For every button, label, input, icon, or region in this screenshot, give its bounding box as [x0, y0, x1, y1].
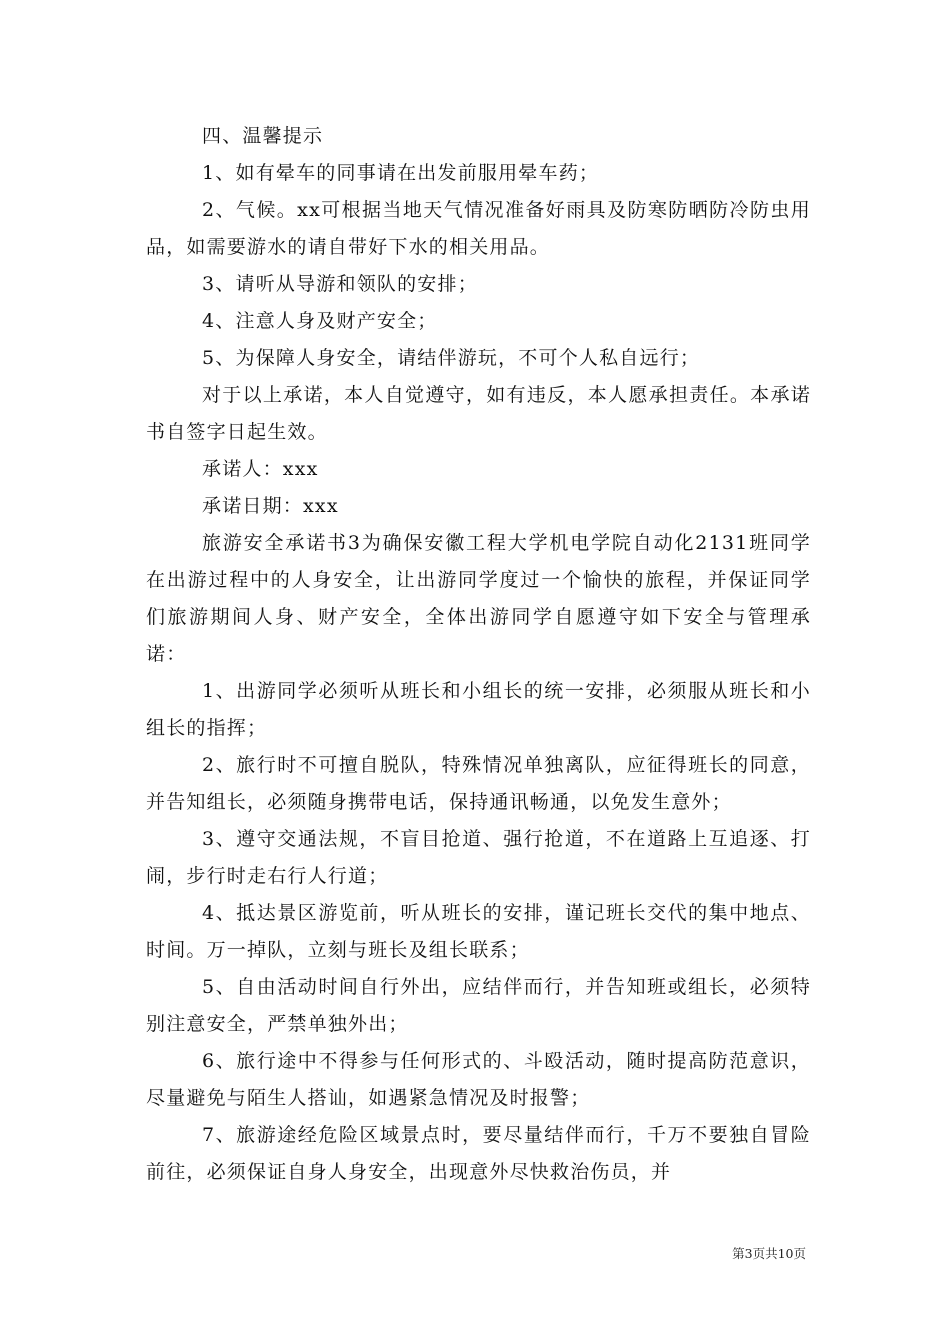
section-heading-tips: 四、温馨提示 [202, 125, 324, 147]
page-number: 第3页共10页 [732, 1246, 806, 1261]
paragraph-tip-3: 3、请听从导游和领队的安排； [202, 273, 478, 295]
document-body [146, 118, 811, 1191]
paragraph-tip-1: 1、如有晕车的同事请在出发前服用晕车药； [202, 162, 600, 184]
paragraph-intro-3: 旅游安全承诺书3为确保安徽工程大学机电学院自动化2131班同学在出游过程中的人身安全，让出游同学度过一个愉快的旅程，并保证同学们旅游期间人身、财产安全，全体出游同学自愿遵守如下安全与管理承诺： [146, 532, 811, 665]
paragraph-rule-3: 3、遵守交通法规，不盲目抢道、强行抢道，不在道路上互追逐、打闹，步行时走右行人行道； [146, 828, 811, 887]
paragraph-tip-2: 2、气候。xx可根据当地天气情况准备好雨具及防寒防晒防冷防虫用品，如需要游水的请自带好下水的相关用品。 [146, 199, 811, 258]
paragraph-rule-2: 2、旅行时不可擅自脱队，特殊情况单独离队，应征得班长的同意，并告知组长，必须随身携带电话，保持通讯畅通，以免发生意外； [146, 754, 811, 813]
paragraph-tip-5: 5、为保障人身安全，请结伴游玩，不可个人私自远行； [202, 347, 701, 369]
paragraph-rule-5: 5、自由活动时间自行外出，应结伴而行，并告知班或组长，必须特别注意安全，严禁单独外出； [146, 976, 811, 1035]
paragraph-rule-1: 1、出游同学必须听从班长和小组长的统一安排，必须服从班长和小组长的指挥； [146, 680, 811, 739]
paragraph-rule-4: 4、抵达景区游览前，听从班长的安排，谨记班长交代的集中地点、时间。万一掉队，立刻与班长及组长联系； [146, 902, 811, 961]
paragraph-rule-6: 6、旅行途中不得参与任何形式的、斗殴活动，随时提高防范意识，尽量避免与陌生人搭讪，如遇紧急情况及时报警； [146, 1050, 811, 1109]
date-line: 承诺日期：xxx [202, 495, 339, 517]
paragraph-commitment: 对于以上承诺，本人自觉遵守，如有违反，本人愿承担责任。本承诺书自签字日起生效。 [146, 384, 811, 443]
signer-line: 承诺人：xxx [202, 458, 319, 480]
paragraph-rule-7: 7、旅游途经危险区域景点时，要尽量结伴而行，千万不要独自冒险前往，必须保证自身人身安全，出现意外尽快救治伤员，并 [146, 1124, 811, 1183]
paragraph-tip-4: 4、注意人身及财产安全； [202, 310, 438, 332]
